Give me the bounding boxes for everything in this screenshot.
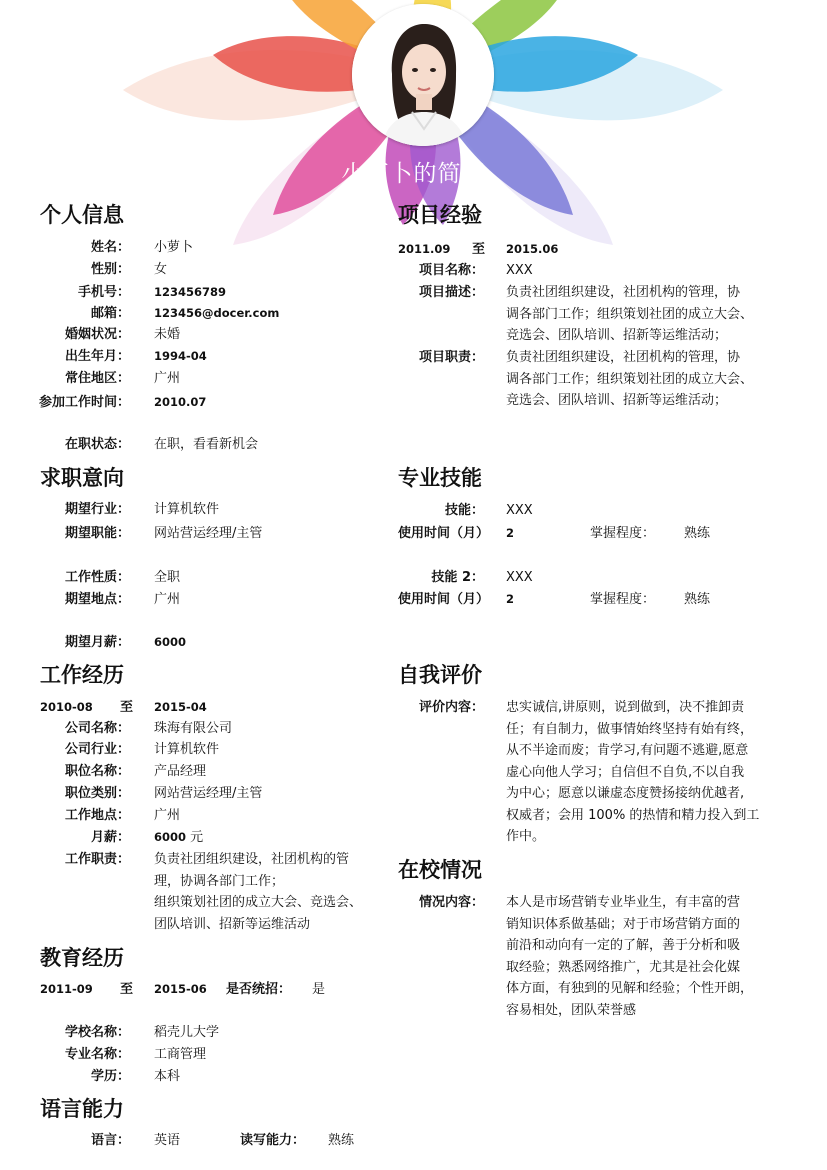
text-line: 负责社团组织建设，社团机构的管理，协 [506, 350, 741, 365]
section-heading-personal: 个人信息 [40, 203, 124, 227]
field-label: 使用时间（月） [398, 526, 490, 541]
text-line: 组织策划社团的成立大会、竞选会、 [154, 895, 363, 910]
field-value: 熟练 [684, 592, 711, 607]
field-label: 期望月薪： [64, 635, 130, 650]
field-value: 网站营运经理/主管 [154, 786, 263, 801]
section-heading-skills: 专业技能 [398, 466, 482, 490]
text-line: 容易相处，团队荣誉感 [506, 1002, 637, 1018]
project-duty-text [506, 347, 796, 412]
edu-start-date: 2011-09 [40, 982, 93, 996]
field-label: 手机号： [77, 285, 130, 300]
field-label: 语言： [90, 1133, 130, 1148]
text-line: 取经验；熟悉网络推广，尤其是社会化媒 [506, 959, 741, 975]
text-line: 负责社团组织建设，社团机构的管 [154, 852, 350, 867]
field-label: 期望职能： [64, 526, 130, 541]
field-label: 公司行业： [64, 742, 130, 757]
section-heading-campus: 在校情况 [398, 858, 482, 882]
field-value: 计算机软件 [154, 742, 220, 757]
text-line: 任；有自制力，做事情始终坚持有始有终， [506, 721, 754, 737]
self-eval-text [506, 697, 796, 848]
text-line: 负责社团组织建设，社团机构的管理，协 [506, 285, 741, 300]
field-label: 工作职责： [64, 852, 130, 867]
text-line: 为中心；愿意以谦虚态度赞扬接纳优越者, [506, 786, 745, 801]
salary-unit: 元 [186, 830, 204, 845]
text-line: 权威者；会用 100% 的热情和精力投入到工 [506, 807, 760, 823]
field-value: 熟练 [684, 526, 711, 541]
text-line: 理，协调各部门工作； [154, 873, 285, 889]
field-label: 读写能力： [240, 1133, 306, 1148]
field-value: 网站营运经理/主管 [154, 526, 263, 541]
field-label: 专业名称： [64, 1047, 130, 1062]
field-label: 性别： [90, 262, 130, 277]
field-value: 工商管理 [154, 1047, 207, 1062]
field-label: 常住地区： [64, 371, 130, 386]
field-label: 项目描述： [418, 285, 484, 300]
resume-title: 小萝卜的简历 [341, 161, 486, 187]
field-value: 6000 [154, 635, 187, 649]
text-line: 忠实诚信,讲原则，说到做到，决不推卸责 [506, 700, 745, 715]
section-heading-intention: 求职意向 [40, 466, 124, 490]
work-duty-text [154, 849, 384, 935]
field-label: 评价内容： [418, 700, 484, 715]
work-start-date: 2010-08 [40, 700, 93, 714]
text-line: 团队培训、招新等运维活动 [154, 916, 311, 932]
field-label: 项目名称： [418, 263, 484, 278]
field-label: 婚姻状况： [64, 327, 130, 342]
field-label: 期望地点： [64, 592, 130, 607]
field-label: 项目职责： [418, 350, 484, 365]
text-line: 竞选会、团队培训、招新等运维活动； [506, 328, 728, 343]
field-label: 参加工作时间： [38, 395, 130, 410]
work-end-date: 2015-04 [154, 700, 207, 714]
edu-end-date: 2015-06 [154, 982, 207, 996]
field-label: 技能 2： [431, 570, 484, 585]
field-label: 学校名称： [64, 1025, 130, 1040]
field-label: 邮箱： [90, 306, 130, 321]
field-label: 技能： [444, 503, 484, 518]
field-label: 职位名称： [64, 764, 130, 779]
field-value: 计算机软件 [154, 502, 220, 517]
field-value: 广州 [154, 808, 181, 823]
field-label: 掌握程度： [590, 526, 656, 541]
field-value: XXX [506, 503, 533, 518]
field-value: 未婚 [154, 327, 181, 342]
field-label: 期望行业： [64, 502, 130, 517]
field-value: 熟练 [328, 1133, 355, 1148]
section-heading-self-eval: 自我评价 [398, 663, 482, 687]
field-value: 123456@docer.com [154, 306, 280, 320]
field-value: 在职，看看新机会 [154, 437, 259, 452]
field-label: 出生年月： [64, 349, 130, 364]
campus-text [506, 892, 796, 1021]
date-separator: 至 [120, 982, 134, 997]
field-label: 掌握程度： [590, 592, 656, 607]
date-separator: 至 [120, 700, 134, 715]
field-value: 广州 [154, 371, 181, 386]
text-line: 虚心向他人学习；自信但不自负,不以自我 [506, 764, 745, 780]
text-line: 本人是市场营销专业毕业生，有丰富的营 [506, 895, 741, 910]
field-value: 稻壳儿大学 [154, 1025, 220, 1040]
field-label: 公司名称： [64, 721, 130, 736]
field-value: 女 [154, 262, 168, 277]
field-value: 2010.07 [154, 395, 207, 409]
field-value: XXX [506, 263, 533, 278]
avatar [352, 4, 494, 146]
field-label: 工作地点： [64, 808, 130, 823]
section-heading-education: 教育经历 [40, 946, 124, 970]
field-value: 广州 [154, 592, 181, 607]
field-value: 本科 [154, 1069, 181, 1084]
text-line: 销知识体系做基础；对于市场营销方面的 [506, 916, 741, 932]
field-value: 产品经理 [154, 764, 207, 779]
field-label: 在职状态： [64, 437, 130, 452]
field-value: 英语 [154, 1133, 181, 1148]
field-value: XXX [506, 570, 533, 585]
field-label: 是否统招： [226, 982, 292, 997]
section-heading-project: 项目经验 [398, 203, 482, 227]
field-value: 2 [506, 592, 515, 606]
field-label: 姓名： [90, 240, 130, 255]
project-desc-text [506, 282, 796, 347]
field-value: 珠海有限公司 [154, 721, 233, 736]
field-label: 使用时间（月） [398, 592, 490, 607]
field-value: 2 [506, 526, 515, 540]
field-value: 全职 [154, 570, 181, 585]
project-start-date: 2011.09 [398, 242, 451, 256]
text-line: 调各部门工作；组织策划社团的成立大会、 [506, 306, 754, 322]
text-line: 作中。 [506, 829, 546, 844]
section-heading-language: 语言能力 [40, 1097, 124, 1121]
text-line: 调各部门工作；组织策划社团的成立大会、 [506, 371, 754, 387]
salary-amount: 6000 [154, 830, 187, 844]
section-heading-work: 工作经历 [40, 663, 124, 687]
field-value: 1994-04 [154, 349, 207, 363]
text-line: 竞选会、团队培训、招新等运维活动； [506, 393, 728, 408]
text-line: 体方面，有独到的见解和经验；个性开朗， [506, 981, 754, 996]
date-separator: 至 [472, 242, 486, 257]
text-line: 前沿和动向有一定的了解，善于分析和吸 [506, 938, 741, 953]
field-label: 工作性质： [64, 570, 130, 585]
field-label: 月薪： [90, 830, 130, 845]
field-label: 情况内容： [418, 895, 484, 910]
field-value: 小萝卜 [154, 240, 194, 255]
field-value: 是 [312, 982, 326, 997]
project-end-date: 2015.06 [506, 242, 559, 256]
text-line: 从不半途而废；肯学习,有问题不逃避,愿意 [506, 743, 749, 758]
field-label: 职位类别： [64, 786, 130, 801]
field-label: 学历： [90, 1069, 130, 1084]
field-value: 123456789 [154, 285, 227, 299]
